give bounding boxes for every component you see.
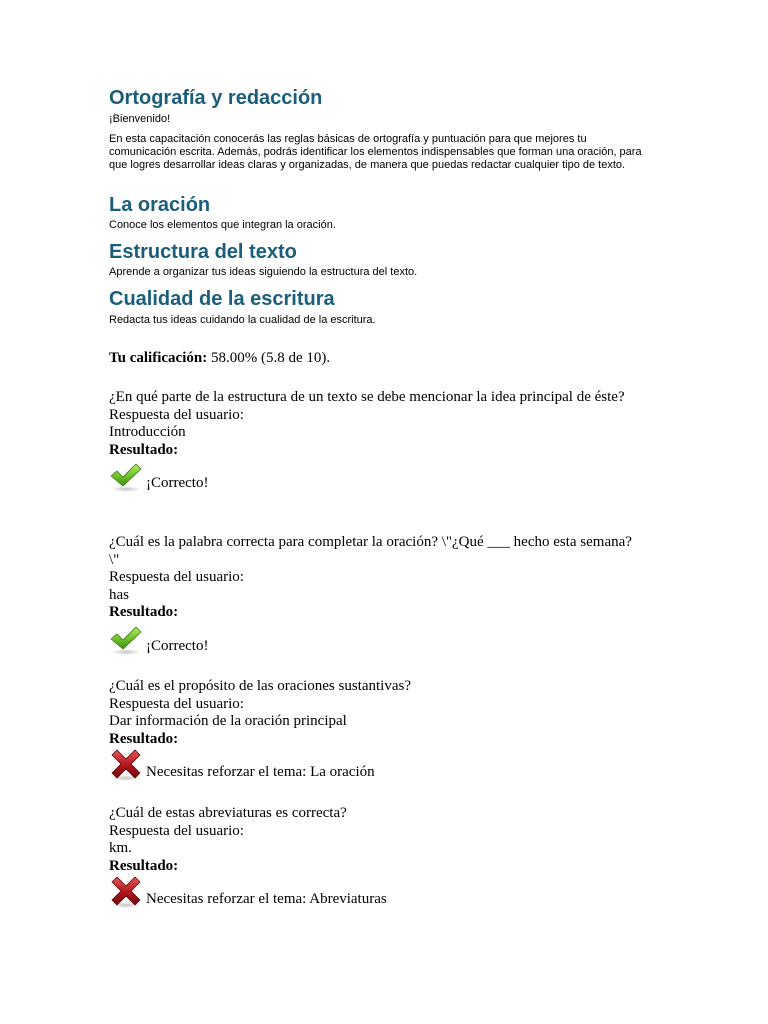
checkmark-icon [109,622,143,656]
result-label: Resultado: [109,604,179,620]
section-heading-cualidad: Cualidad de la escritura [109,288,335,310]
user-answer: has [109,586,129,603]
section-text-oracion: Conoce los elementos que integran la oración. [109,219,336,231]
result-row [109,459,639,493]
result-label: Resultado: [109,441,179,458]
section-heading-estructura: Estructura del texto [109,241,297,263]
grade-label: Tu calificación: [109,350,208,366]
result-text: Necesitas reforzar el tema: La oración [146,764,375,780]
intro-paragraph: En esta capacitación conocerás las reglas básicas de ortografía y puntuación para que mejores tu comunicación escrita. Además, podrás identificar los elementos indispensables que forman una oración, para que logres desarrollar ideas claras y organizadas, de manera que puedas redactar cualquier tipo de texto. [109,133,642,171]
result-text: ¡Correcto! [146,475,209,491]
question-text: ¿Cuál es la palabra correcta para completar la oración? \"¿Qué ___ hecho esta semana?\" [109,534,632,568]
question-text: ¿En qué parte de la estructura de un texto se debe mencionar la idea principal de éste? [109,389,625,405]
answer-label: Respuesta del usuario: [109,822,244,839]
cross-icon [109,748,143,782]
answer-label: Respuesta del usuario: [109,406,244,423]
cross-icon [109,875,143,909]
user-answer: Introducción [109,424,186,440]
answer-label: Respuesta del usuario: [109,569,244,585]
answer-label: Respuesta del usuario: [109,695,244,712]
section-heading-oracion: La oración [109,194,211,216]
section-text-estructura: Aprende a organizar tus ideas siguiendo la estructura del texto. [109,266,418,278]
result-row [109,875,639,909]
result-row [109,622,639,656]
result-text: ¡Correcto! [146,637,209,654]
result-row [109,748,639,782]
grade-line [109,350,639,368]
result-label: Resultado: [109,857,179,874]
question-block [109,534,639,656]
question-text: ¿Cuál de estas abreviaturas es correcta? [109,805,347,821]
grade-value: 58.00% (5.8 de 10). [210,350,331,366]
result-label: Resultado: [109,730,179,747]
user-answer: Dar información de la oración principal [109,713,347,729]
user-answer: km. [109,840,132,856]
section-text-cualidad: Redacta tus ideas cuidando la cualidad de la escritura. [109,314,376,326]
question-block [109,678,639,782]
result-text: Necesitas reforzar el tema: Abreviaturas [146,891,387,907]
question-block [109,805,639,909]
question-text: ¿Cuál es el propósito de las oraciones sustantivas? [109,678,412,694]
page-title: Ortografía y redacción [109,87,323,109]
welcome-text: ¡Bienvenido! [109,113,171,125]
question-block [109,389,639,493]
checkmark-icon [109,459,143,493]
